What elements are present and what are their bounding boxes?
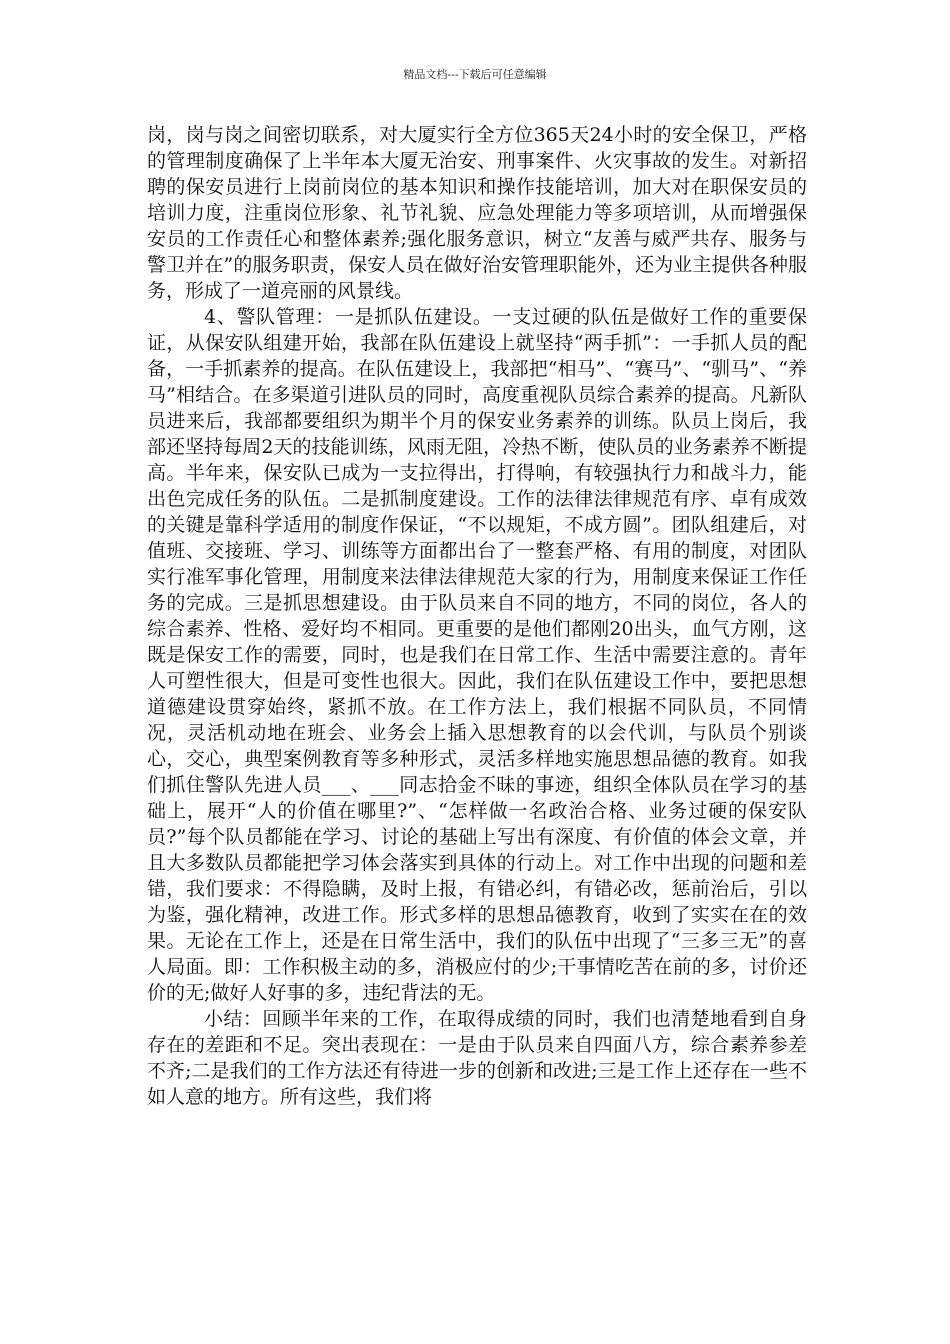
paragraph-team-management: 4、警队管理：一是抓队伍建设。一支过硬的队伍是做好工作的重要保证，从保安队组建开始，我部在队伍建设上就坚持“两手抓”：一手抓人员的配备，一手抓素养的提高。在队伍建设上，我部把“相马”、“赛马”、“驯马”、“养马”相结合。在多渠道引进队员的同时，高度重视队员综合素养的提高。凡新队员进来后，我部都要组织为期半个月的保安业务素养的训练。队员上岗后，我部还坚持每周2天的技能训练，风雨无阻，冷热不断，使队员的业务素养不断提高。半年来，保安队已成为一支拉得出，打得响，有较强执行力和战斗力，能出色完成任务的队伍。二是抓制度建设。工作的法律法律规范有序、卓有成效的关键是靠科学适用的制度作保证，“不以规矩，不成方圆”。团队组建后，对值班、交接班、学习、训练等方面都出台了一整套严格、有用的制度，对团队实行准军事化管理，用制度来法律法律规范大家的行为，用制度来保证工作任务的完成。三是抓思想建设。由于队员来自不同的地方，不同的岗位，各人的综合素养、性格、爱好均不相同。更重要的是他们都刚20出头，血气方刚，这既是保安工作的需要，同时，也是我们在日常工作、生活中需要注意的。青年人可塑性很大，但是可变性也很大。因此，我们在队伍建设工作中，要把思想道德建设贯穿始终，紧抓不放。在工作方法上，我们根据不同队员，不同情况，灵活机动地在班会、业务会上插入思想教育的以会代训，与队员个别谈心，交心，典型案例教育等多种形式，灵活多样地实施思想品德的教育。如我们抓住警队先进人员___、___同志拾金不昧的事迹，组织全体队员在学习的基础上，展开“人的价值在哪里?”、“怎样做一名政治合格、业务过硬的保安队员?”每个队员都能在学习、讨论的基础上写出有深度、有价值的体会文章，并且大多数队员都能把学习体会落实到具体的行动上。对工作中出现的问题和差错，我们要求：不得隐瞒，及时上报，有错必纠，有错必改，惩前治后，引以为鉴，强化精神，改进工作。形式多样的思想品德教育，收到了实实在在的效果。无论在工作上，还是在日常生活中，我们的队伍中出现了“三多三无”的喜人局面。即：工作积极主动的多，消极应付的少;干事情吃苦在前的多，讨价还价的无;做好人好事的多，违纪背法的无。	[147, 306, 807, 1004]
page-header: 精品文档---下载后可任意编辑	[403, 68, 547, 81]
document-body	[147, 122, 807, 1110]
paragraph-security-guard: 岗，岗与岗之间密切联系，对大厦实行全方位365天24小时的安全保卫，严格的管理制度确保了上半年本大厦无治安、刑事案件、火灾事故的发生。对新招聘的保安员进行上岗前岗位的基本知识和操作技能培训，加大对在职保安员的培训力度，注重岗位形象、礼节礼貌、应急处理能力等多项培训，从而增强保安员的工作责任心和整体素养;强化服务意识，树立“友善与威严共存、服务与警卫并在”的服务职责，保安人员在做好治安管理职能外，还为业主提供各种服务，形成了一道亮丽的风景线。	[147, 124, 807, 302]
paragraph-summary: 小结：回顾半年来的工作，在取得成绩的同时，我们也清楚地看到自身存在的差距和不足。突出表现在：一是由于队员来自四面八方，综合素养参差不齐;二是我们的工作方法还有待进一步的创新和改进;三是工作上还存在一些不如人意的地方。所有这些，我们将	[147, 1008, 807, 1108]
